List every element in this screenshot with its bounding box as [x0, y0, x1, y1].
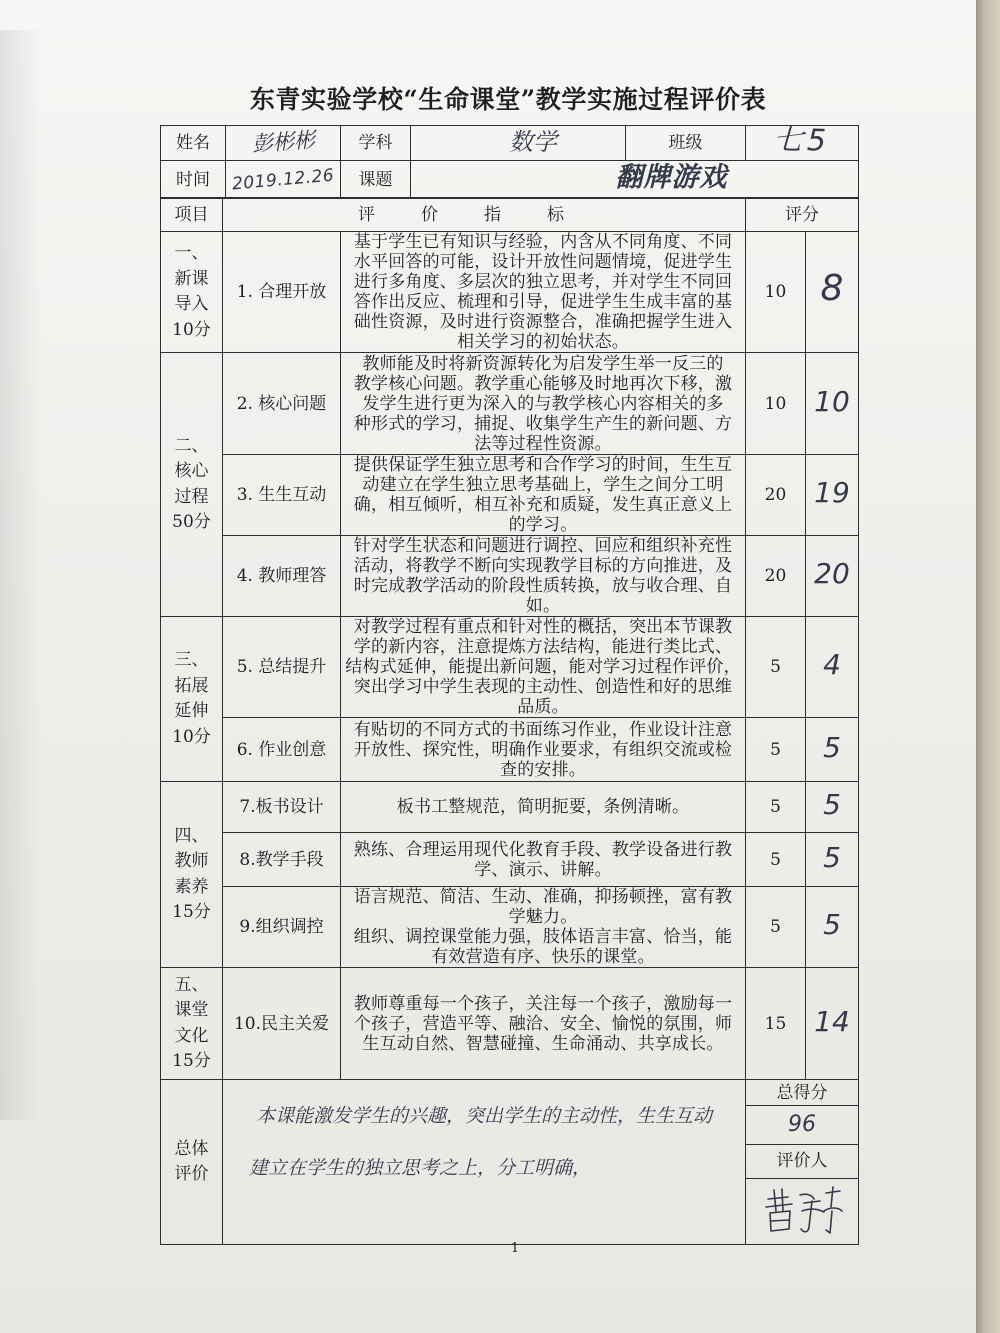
max-score: 5 — [746, 617, 806, 718]
max-score: 15 — [746, 968, 806, 1080]
class-value: 七5 — [772, 122, 832, 159]
given-score: 20 — [814, 557, 850, 590]
given-score: 5 — [823, 908, 841, 941]
overall-comment-cell — [223, 1080, 746, 1245]
total-score-label: 总得分 — [746, 1082, 858, 1106]
table-row — [161, 232, 859, 353]
given-score-cell — [806, 455, 859, 536]
overall-row — [161, 1080, 859, 1245]
total-score-block — [746, 1080, 859, 1245]
section-label-line: 一、 — [174, 243, 209, 263]
item-description: 板书工整规范，简明扼要，条例清晰。 — [341, 782, 746, 833]
section-label — [161, 232, 223, 353]
table-row — [161, 617, 859, 718]
subject-value: 数学 — [509, 127, 557, 156]
table-row — [161, 718, 859, 782]
item-description: 提供保证学生独立思考和合作学习的时间，生生互 动建立在学生独立思考基础上，学生之间分工明 确，相互倾听，相互补充和质疑，发生真正意义上 的学习。 — [341, 455, 746, 536]
overall-comment — [223, 1081, 745, 1243]
section-label-line: 核心 — [174, 461, 209, 481]
table-row — [161, 353, 859, 455]
total-score-cell — [746, 1106, 858, 1145]
class-value-cell — [746, 122, 859, 161]
column-header-item: 项目 — [161, 198, 223, 232]
section-label-line: 课堂 — [174, 1000, 209, 1020]
item-label: 10.民主关爱 — [223, 968, 341, 1080]
section-label-line: 文化 — [174, 1025, 209, 1046]
section-label-line: 拓展 — [174, 675, 209, 696]
given-score: 14 — [814, 1004, 850, 1038]
topic-value-cell — [411, 161, 859, 199]
section-label-line: 教师 — [174, 851, 209, 871]
total-score-value: 96 — [788, 1111, 816, 1137]
section-label-line: 10分 — [172, 319, 211, 340]
class-label: 班级 — [626, 126, 746, 161]
form-title: 东青实验学校“生命课堂”教学实施过程评价表 — [249, 85, 767, 114]
section-label-line: 导入 — [174, 294, 209, 314]
section-label-line: 延伸 — [174, 701, 209, 721]
name-value: 彭彬彬 — [250, 127, 316, 157]
overall-label-line: 评价 — [174, 1164, 209, 1184]
paper-shadow — [0, 30, 42, 1120]
column-header-row — [161, 198, 859, 232]
section-label — [161, 617, 223, 782]
time-value-cell — [226, 161, 341, 199]
item-label: 3. 生生互动 — [223, 455, 341, 536]
section-label-line: 10分 — [172, 726, 211, 747]
given-score-cell — [806, 353, 859, 455]
given-score-cell — [806, 968, 859, 1080]
column-header-score: 评分 — [746, 198, 859, 232]
max-score: 5 — [746, 718, 806, 782]
section-label-line: 二、 — [174, 435, 209, 456]
section-label-line: 素养 — [174, 876, 209, 897]
table-row — [161, 782, 859, 833]
evaluator-signature — [754, 1181, 850, 1241]
item-label: 2. 核心问题 — [223, 353, 341, 455]
info-row-time — [161, 161, 859, 199]
subject-label: 学科 — [341, 126, 411, 161]
evaluator-signature-cell — [746, 1179, 858, 1243]
max-score: 20 — [746, 536, 806, 617]
given-score: 5 — [823, 840, 841, 874]
section-label-line: 新课 — [174, 268, 209, 289]
given-score-cell — [806, 232, 859, 353]
item-description: 教师尊重每一个孩子，关注每一个孩子，激励每一 个孩子，营造平等、融洽、安全、愉悦的氛围，师 生互动自然、智慧碰撞、生命涌动、共享成长。 — [341, 968, 746, 1080]
section-label-line: 15分 — [172, 902, 211, 922]
section-label — [161, 968, 223, 1080]
item-label: 7.板书设计 — [223, 782, 341, 833]
item-description: 有贴切的不同方式的书面练习作业，作业设计注意 开放性、探究性，明确作业要求，有组织交流或检 查的安排。 — [341, 718, 746, 782]
given-score: 19 — [814, 476, 850, 509]
topic-label: 课题 — [341, 161, 411, 199]
info-table — [160, 122, 859, 199]
evaluation-table — [160, 197, 859, 1245]
section-label — [161, 353, 223, 617]
item-description: 语言规范、简洁、生动、准确，抑扬顿挫，富有教 学魅力。 组织、调控课堂能力强，肢体语言丰富、恰当，能 有效营造有序、快乐的课堂。 — [341, 887, 746, 968]
given-score-cell — [806, 887, 859, 968]
max-score: 5 — [746, 887, 806, 968]
max-score: 10 — [746, 353, 806, 455]
section-label-line: 过程 — [174, 486, 209, 507]
item-label: 6. 作业创意 — [223, 718, 341, 782]
table-row — [161, 455, 859, 536]
info-row-name — [161, 126, 859, 161]
max-score: 5 — [746, 833, 806, 887]
item-label: 4. 教师理答 — [223, 536, 341, 617]
given-score: 10 — [814, 384, 850, 418]
item-description: 基于学生已有知识与经验，内含从不同角度、不同 水平回答的可能，设计开放性问题情境，促进学生 进行多角度、多层次的独立思考，并对学生不同回 答作出反应、梳理和引导，促进学生生成丰富的基 础性资源，及时进行资源整合，准确把握学生进入 相关学习的初始状态。 — [341, 232, 746, 353]
given-score-cell — [806, 536, 859, 617]
column-header-criteria: 评价指标 — [223, 198, 746, 232]
item-label: 1. 合理开放 — [223, 232, 341, 353]
max-score: 10 — [746, 232, 806, 353]
table-row — [161, 887, 859, 968]
section-label — [161, 782, 223, 968]
given-score-cell — [806, 718, 859, 782]
time-value: 2019.12.26 — [231, 165, 335, 194]
overall-label — [161, 1080, 223, 1245]
section-label-line: 三、 — [174, 650, 209, 670]
item-label: 8.教学手段 — [223, 833, 341, 887]
evaluator-label: 评价人 — [746, 1145, 858, 1179]
given-score: 5 — [823, 788, 841, 821]
overall-label-line: 总体 — [174, 1138, 209, 1159]
topic-value: 翻牌游戏 — [615, 162, 728, 193]
overall-comment-line: 建立在学生的独立思考之上，分工明确， — [249, 1157, 592, 1179]
table-row — [161, 968, 859, 1080]
binder-edge — [976, 0, 1000, 1333]
given-score-cell — [806, 617, 859, 718]
section-label-line: 50分 — [172, 512, 211, 532]
table-row — [161, 833, 859, 887]
page-number: 1 — [510, 1241, 520, 1256]
item-description: 针对学生状态和问题进行调控、回应和组织补充性 活动，将教学不断向实现教学目标的方向推进，及 时完成教学活动的阶段性质转换，放与收合理、自 如。 — [341, 536, 746, 617]
subject-value-cell — [411, 126, 626, 161]
item-description: 熟练、合理运用现代化教育手段、教学设备进行教 学、演示、讲解。 — [341, 833, 746, 887]
section-label-line: 五、 — [174, 974, 209, 995]
given-score-cell — [806, 782, 859, 833]
given-score: 8 — [820, 268, 844, 309]
item-description: 教师能及时将新资源转化为启发学生举一反三的 教学核心问题。教学重心能够及时地再次下移，激 发学生进行更为深入的与教学核心内容相关的多 种形式的学习，捕捉、收集学生产生的新问题、方 法等过程性资源。 — [341, 353, 746, 455]
section-label-line: 四、 — [174, 825, 209, 846]
name-label: 姓名 — [161, 126, 226, 161]
item-label: 5. 总结提升 — [223, 617, 341, 718]
item-description: 对教学过程有重点和针对性的概括，突出本节课教 学的新内容，注意提炼方法结构，能进行类比式、 结构式延伸，能提出新问题，能对学习过程作评价， 突出学习中学生表现的主动性、创造性和好的思维 品质。 — [341, 617, 746, 718]
section-label-line: 15分 — [172, 1051, 211, 1071]
given-score: 5 — [823, 730, 841, 764]
given-score-cell — [806, 833, 859, 887]
max-score: 20 — [746, 455, 806, 536]
table-row — [161, 536, 859, 617]
max-score: 5 — [746, 782, 806, 833]
name-value-cell — [226, 126, 341, 161]
given-score: 4 — [823, 648, 841, 681]
time-label: 时间 — [161, 161, 226, 199]
item-label: 9.组织调控 — [223, 887, 341, 968]
overall-comment-line: 本课能激发学生的兴趣，突出学生的主动性，生生互动 — [256, 1105, 713, 1127]
